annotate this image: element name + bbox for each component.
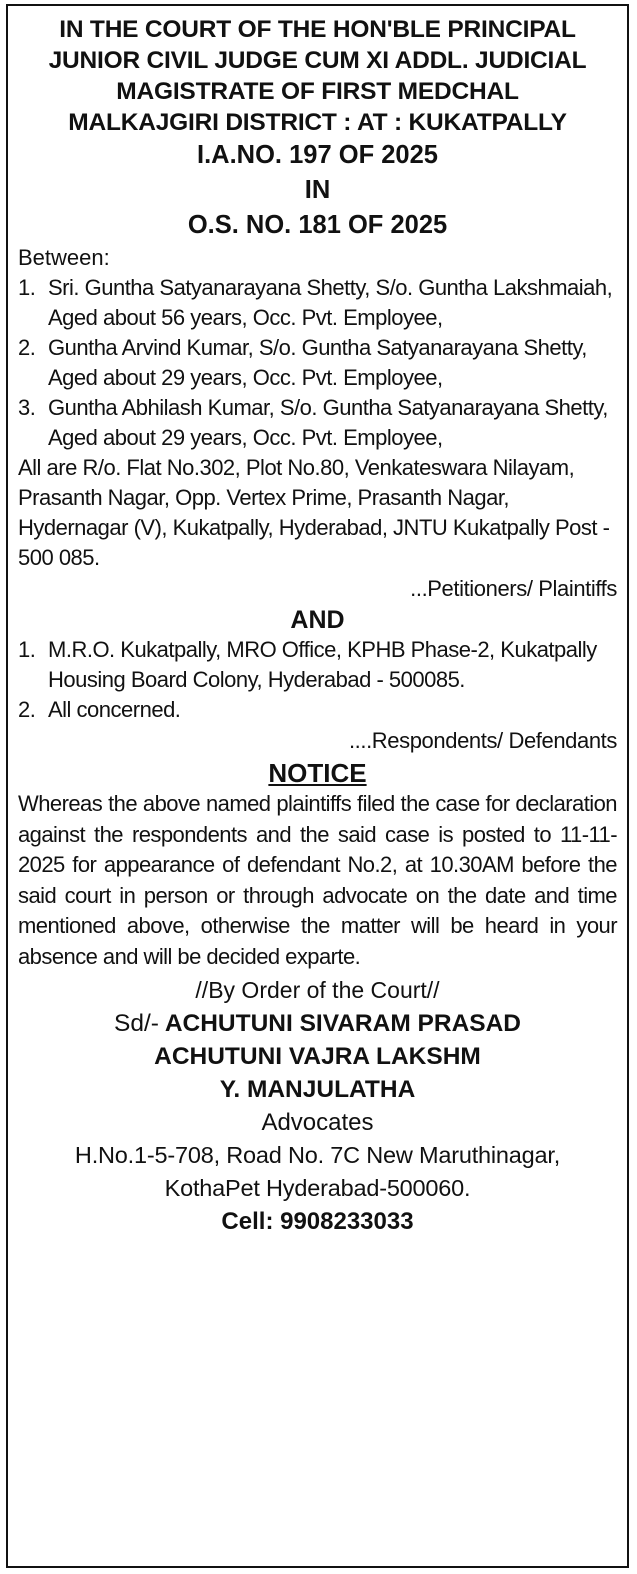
respondent-text: All concerned. — [48, 697, 181, 722]
list-item — [18, 393, 617, 453]
advocate-name-line — [18, 1007, 617, 1040]
respondent-role: ....Respondents/ Defendants — [348, 728, 617, 753]
cell-number: Cell: 9908233033 — [221, 1207, 414, 1235]
advocate-name: ACHUTUNI SIVARAM PRASAD — [164, 1009, 521, 1037]
list-item — [18, 333, 617, 393]
sd-prefix: Sd/- — [113, 1009, 159, 1037]
respondent-list — [18, 635, 617, 725]
advocate-name: ACHUTUNI VAJRA LAKSHM — [154, 1042, 481, 1070]
advocate-address-line: H.No.1-5-708, Road No. 7C New Maruthinagar, — [74, 1141, 561, 1168]
os-number: O.S. NO. 181 OF 2025 — [187, 211, 448, 239]
in-word: IN — [304, 176, 331, 204]
ia-number: I.A.NO. 197 OF 2025 — [197, 141, 438, 169]
item-number: 3. — [18, 395, 36, 420]
between-label: Between: — [18, 245, 110, 270]
item-number: 1. — [18, 275, 36, 300]
notice-body: Whereas the above named plaintiffs filed the case for declaration against the respondents and the said case is posted to 11-11-2025 for appearance of defendant No.2, at 10.30AM before the said court in person or through advocate on the date and time mentioned above, otherwise the matter will be heard in your absence and will be decided exparte. — [18, 791, 617, 969]
advocates-label: Advocates — [261, 1108, 374, 1136]
notice-title: NOTICE — [268, 758, 367, 788]
item-number: 2. — [18, 697, 36, 722]
petitioner-text: Guntha Abhilash Kumar, S/o. Guntha Satyanarayana Shetty, Aged about 29 years, Occ. Pvt. Employee, — [48, 395, 608, 450]
petitioner-text: Guntha Arvind Kumar, S/o. Guntha Satyanarayana Shetty, Aged about 29 years, Occ. Pvt. Employee, — [48, 335, 587, 390]
petitioner-address: All are R/o. Flat No.302, Plot No.80, Venkateswara Nilayam, Prasanth Nagar, Opp. Vertex Prime, Prasanth Nagar, Hydernagar (V), Kukatpally, Hyderabad, JNTU Kukatpally Post - 500 085. — [18, 455, 610, 570]
court-heading-line: IN THE COURT OF THE HON'BLE PRINCIPAL — [59, 16, 576, 43]
list-item — [18, 695, 617, 725]
advocate-address-line: KothaPet Hyderabad-500060. — [164, 1174, 471, 1201]
and-label: AND — [290, 606, 345, 634]
advocate-name: Y. MANJULATHA — [219, 1075, 416, 1103]
item-number: 1. — [18, 637, 36, 662]
court-heading — [18, 14, 617, 138]
legal-notice — [6, 4, 629, 1568]
item-number: 2. — [18, 335, 36, 360]
list-item — [18, 273, 617, 333]
petitioner-list — [18, 273, 617, 453]
respondent-text: M.R.O. Kukatpally, MRO Office, KPHB Phase-2, Kukatpally Housing Board Colony, Hyderabad - 500085. — [48, 637, 597, 692]
court-heading-line: MALKAJGIRI DISTRICT : AT : KUKATPALLY — [68, 109, 567, 136]
list-item — [18, 635, 617, 695]
court-heading-line: JUNIOR CIVIL JUDGE CUM XI ADDL. JUDICIAL — [48, 47, 587, 74]
petitioner-role: ...Petitioners/ Plaintiffs — [410, 576, 617, 601]
order-line: //By Order of the Court// — [195, 976, 440, 1003]
court-heading-line: MAGISTRATE OF FIRST MEDCHAL — [116, 78, 519, 105]
petitioner-text: Sri. Guntha Satyanarayana Shetty, S/o. Guntha Lakshmaiah, Aged about 56 years, Occ. Pvt. Employee, — [48, 275, 613, 330]
